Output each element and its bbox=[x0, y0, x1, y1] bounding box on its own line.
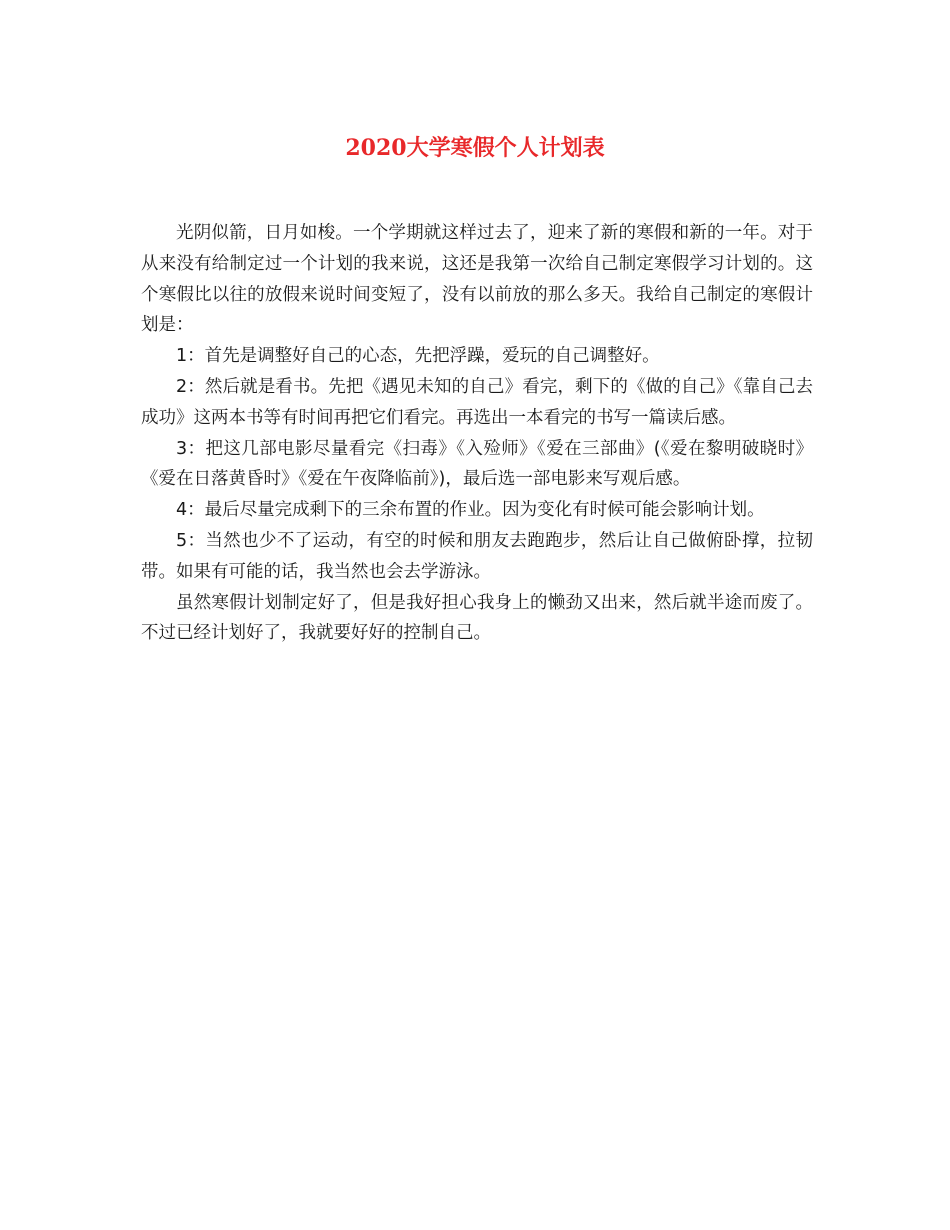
paragraph-item-5: 5：当然也少不了运动，有空的时候和朋友去跑跑步，然后让自己做俯卧撑，拉韧带。如果有可能的话，我当然也会去学游泳。 bbox=[141, 530, 813, 582]
document-title: 2020大学寒假个人计划表 bbox=[345, 135, 605, 161]
paragraph-conclusion: 虽然寒假计划制定好了，但是我好担心我身上的懒劲又出来，然后就半途而废了。不过已经计划好了，我就要好好的控制自己。 bbox=[141, 592, 813, 644]
paragraph-item-3: 3：把这几部电影尽量看完《扫毒》《入殓师》《爱在三部曲》(《爱在黎明破晓时》《爱在日落黄昏时》《爱在午夜降临前》)，最后选一部电影来写观后感。 bbox=[141, 438, 813, 490]
paragraph-item-1: 1：首先是调整好自己的心态，先把浮躁，爱玩的自己调整好。 bbox=[176, 346, 660, 367]
paragraph-item-4: 4：最后尽量完成剩下的三余布置的作业。因为变化有时候可能会影响计划。 bbox=[176, 500, 765, 521]
paragraph-item-2: 2：然后就是看书。先把《遇见未知的自己》看完，剩下的《做的自己》《靠自己去成功》这两本书等有时间再把它们看完。再选出一本看完的书写一篇读后感。 bbox=[141, 376, 813, 428]
paragraph-intro: 光阴似箭，日月如梭。一个学期就这样过去了，迎来了新的寒假和新的一年。对于从来没有给制定过一个计划的我来说，这还是我第一次给自己制定寒假学习计划的。这个寒假比以往的放假来说时间变短了，没有以前放的那么多天。我给自己制定的寒假计划是： bbox=[141, 223, 813, 336]
document-body bbox=[141, 218, 813, 649]
